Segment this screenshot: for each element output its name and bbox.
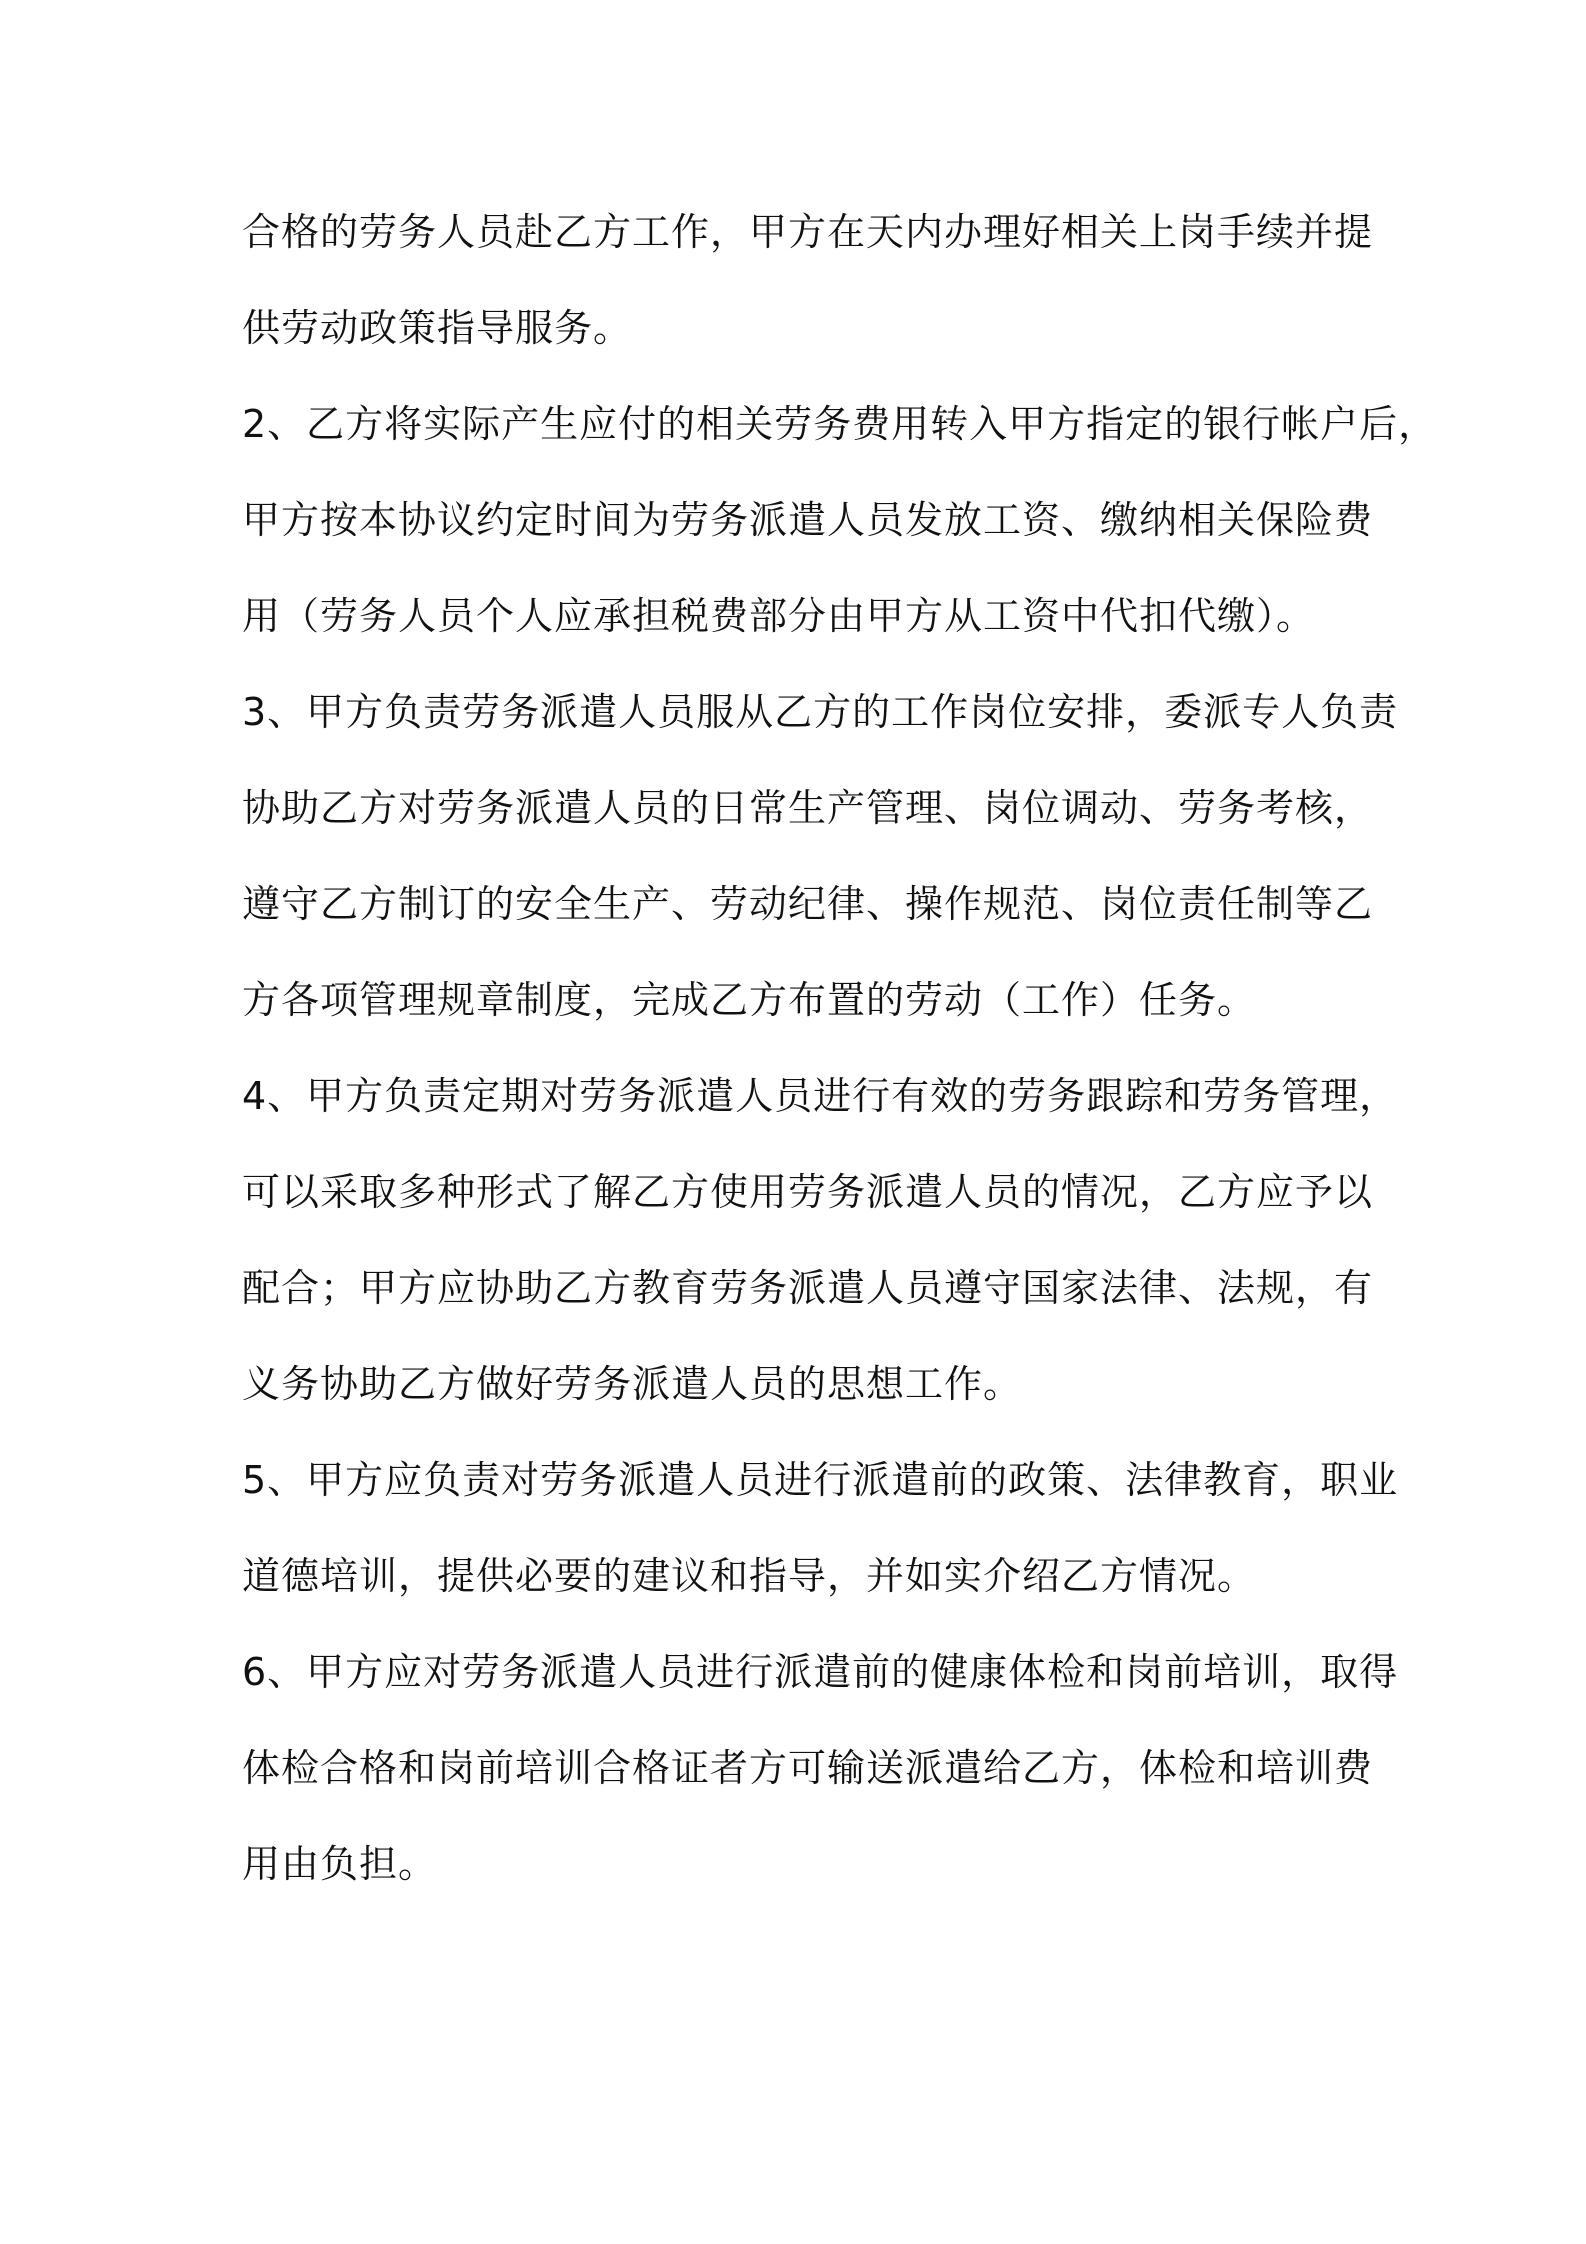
text-line: 供劳动政策指导服务。	[242, 306, 633, 350]
text-line: 合格的劳务人员赴乙方工作，甲方在天内办理好相关上岗手续并提	[242, 210, 1374, 254]
text-line: 体检合格和岗前培训合格证者方可输送派遣给乙方，体检和培训费	[242, 1746, 1374, 1790]
text-line: 甲方按本协议约定时间为劳务派遣人员发放工资、缴纳相关保险费	[242, 498, 1374, 542]
text-line: 4、甲方负责定期对劳务派遣人员进行有效的劳务跟踪和劳务管理，	[242, 1074, 1399, 1118]
text-line: 可以采取多种形式了解乙方使用劳务派遣人员的情况，乙方应予以	[242, 1170, 1374, 1214]
text-line: 配合；甲方应协助乙方教育劳务派遣人员遵守国家法律、法规，有	[242, 1266, 1374, 1310]
text-line: 义务协助乙方做好劳务派遣人员的思想工作。	[242, 1362, 1023, 1406]
text-line: 道德培训，提供必要的建议和指导，并如实介绍乙方情况。	[242, 1554, 1257, 1598]
text-line: 用（劳务人员个人应承担税费部分由甲方从工资中代扣代缴）。	[242, 594, 1316, 638]
text-line: 用由负担。	[242, 1842, 438, 1886]
text-line: 协助乙方对劳务派遣人员的日常生产管理、岗位调动、劳务考核，	[242, 786, 1374, 830]
text-line: 遵守乙方制订的安全生产、劳动纪律、操作规范、岗位责任制等乙	[242, 882, 1374, 926]
text-line: 方各项管理规章制度，完成乙方布置的劳动（工作）任务。	[242, 978, 1257, 1022]
text-line: 2、乙方将实际产生应付的相关劳务费用转入甲方指定的银行帐户后，	[242, 402, 1438, 446]
text-line: 5、甲方应负责对劳务派遣人员进行派遣前的政策、法律教育，职业	[242, 1458, 1399, 1502]
text-line: 3、甲方负责劳务派遣人员服从乙方的工作岗位安排，委派专人负责	[242, 690, 1399, 734]
text-line: 6、甲方应对劳务派遣人员进行派遣前的健康体检和岗前培训，取得	[242, 1650, 1399, 1694]
